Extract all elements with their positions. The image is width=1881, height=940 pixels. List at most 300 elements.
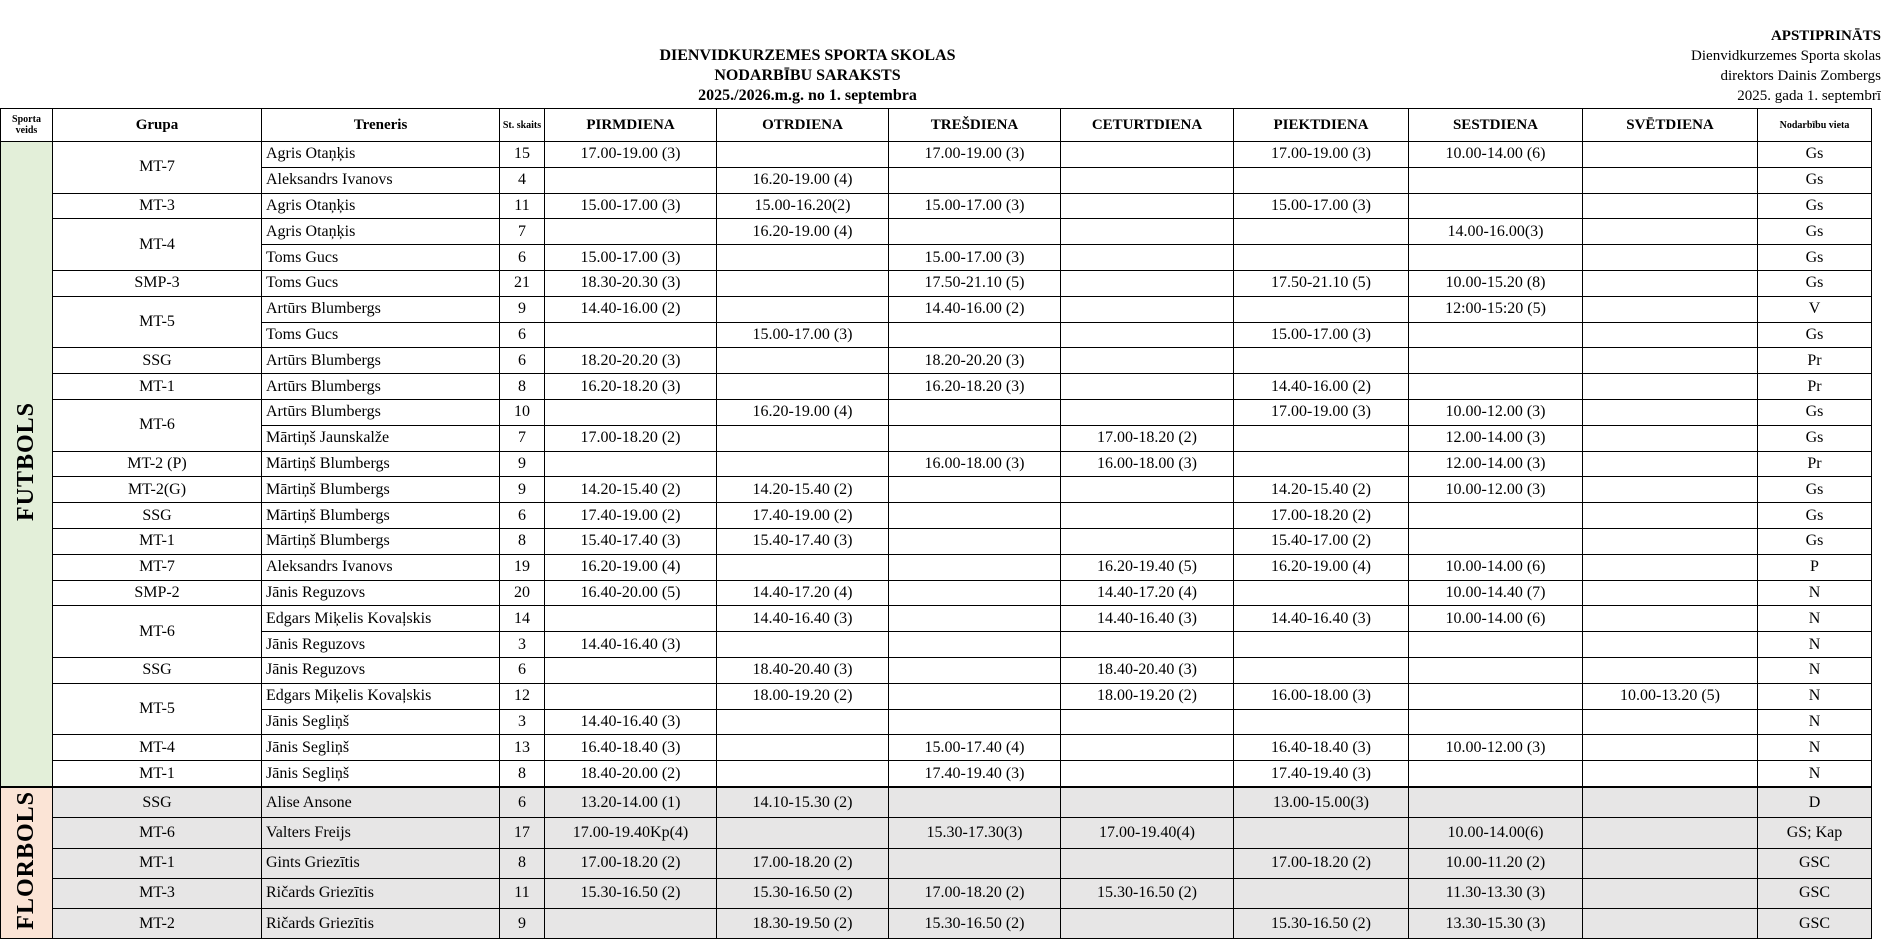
monday-cell xyxy=(545,657,717,683)
count-cell: 8 xyxy=(500,848,545,878)
monday-cell: 14.20-15.40 (2) xyxy=(545,477,717,503)
tuesday-cell: 17.40-19.00 (2) xyxy=(717,503,889,529)
saturday-cell xyxy=(1409,683,1583,709)
table-row xyxy=(1,451,1872,477)
sunday-cell xyxy=(1583,606,1758,632)
sunday-cell xyxy=(1583,245,1758,271)
tuesday-cell xyxy=(717,245,889,271)
count-cell: 11 xyxy=(500,193,545,219)
title-line: 2025./2026.m.g. no 1. septembra xyxy=(698,87,917,104)
saturday-cell xyxy=(1409,657,1583,683)
thursday-cell xyxy=(1061,503,1234,529)
saturday-cell xyxy=(1409,761,1583,787)
coach-cell: Jānis Reguzovs xyxy=(262,657,500,683)
place-cell: Gs xyxy=(1758,167,1872,193)
sunday-cell xyxy=(1583,632,1758,658)
monday-cell xyxy=(545,909,717,939)
saturday-cell xyxy=(1409,167,1583,193)
saturday-cell xyxy=(1409,374,1583,400)
tuesday-cell: 15.40-17.40 (3) xyxy=(717,528,889,554)
table-row xyxy=(1,709,1872,735)
saturday-cell xyxy=(1409,503,1583,529)
thursday-cell xyxy=(1061,632,1234,658)
saturday-cell: 10.00-11.20 (2) xyxy=(1409,848,1583,878)
table-row xyxy=(1,374,1872,400)
place-cell: Gs xyxy=(1758,399,1872,425)
friday-cell xyxy=(1234,709,1409,735)
friday-cell xyxy=(1234,878,1409,908)
count-cell: 8 xyxy=(500,374,545,400)
wednesday-cell xyxy=(889,683,1061,709)
table-row xyxy=(1,348,1872,374)
friday-cell: 15.00-17.00 (3) xyxy=(1234,322,1409,348)
friday-cell: 16.40-18.40 (3) xyxy=(1234,735,1409,761)
monday-cell: 14.40-16.40 (3) xyxy=(545,632,717,658)
col-header-coach: Treneris xyxy=(262,109,500,142)
place-cell: Gs xyxy=(1758,142,1872,168)
place-cell: Pr xyxy=(1758,348,1872,374)
monday-cell: 14.40-16.40 (3) xyxy=(545,709,717,735)
table-row xyxy=(1,878,1872,908)
tuesday-cell xyxy=(717,348,889,374)
monday-cell: 15.00-17.00 (3) xyxy=(545,245,717,271)
monday-cell: 15.30-16.50 (2) xyxy=(545,878,717,908)
tuesday-cell: 14.40-17.20 (4) xyxy=(717,580,889,606)
count-cell: 21 xyxy=(500,270,545,296)
coach-cell: Edgars Miķelis Kovaļskis xyxy=(262,683,500,709)
table-row xyxy=(1,909,1872,939)
group-cell: SSG xyxy=(53,787,262,818)
count-cell: 13 xyxy=(500,735,545,761)
thursday-cell xyxy=(1061,909,1234,939)
table-row xyxy=(1,322,1872,348)
monday-cell: 17.00-19.40Kp(4) xyxy=(545,818,717,848)
group-cell: SMP-3 xyxy=(53,270,262,296)
wednesday-cell: 15.00-17.00 (3) xyxy=(889,245,1061,271)
tuesday-cell: 16.20-19.00 (4) xyxy=(717,399,889,425)
wednesday-cell: 17.00-18.20 (2) xyxy=(889,878,1061,908)
sunday-cell xyxy=(1583,451,1758,477)
monday-cell xyxy=(545,683,717,709)
place-cell: N xyxy=(1758,657,1872,683)
friday-cell xyxy=(1234,425,1409,451)
group-cell: MT-1 xyxy=(53,374,262,400)
count-cell: 6 xyxy=(500,503,545,529)
monday-cell: 16.40-18.40 (3) xyxy=(545,735,717,761)
coach-cell: Jānis Segliņš xyxy=(262,709,500,735)
wednesday-cell xyxy=(889,528,1061,554)
tuesday-cell: 17.00-18.20 (2) xyxy=(717,848,889,878)
wednesday-cell xyxy=(889,503,1061,529)
coach-cell: Toms Gucs xyxy=(262,270,500,296)
thursday-cell xyxy=(1061,245,1234,271)
wednesday-cell xyxy=(889,580,1061,606)
schedule-body xyxy=(1,142,1872,939)
table-row xyxy=(1,528,1872,554)
sunday-cell xyxy=(1583,709,1758,735)
group-cell: MT-6 xyxy=(53,606,262,658)
friday-cell: 14.40-16.00 (2) xyxy=(1234,374,1409,400)
table-row xyxy=(1,848,1872,878)
count-cell: 4 xyxy=(500,167,545,193)
thursday-cell: 18.40-20.40 (3) xyxy=(1061,657,1234,683)
title-line: NODARBĪBU SARAKSTS xyxy=(714,67,901,84)
place-cell: GS; Kap xyxy=(1758,818,1872,848)
sunday-cell xyxy=(1583,142,1758,168)
tuesday-cell: 18.40-20.40 (3) xyxy=(717,657,889,683)
group-cell: MT-4 xyxy=(53,735,262,761)
wednesday-cell xyxy=(889,477,1061,503)
wednesday-cell: 18.20-20.20 (3) xyxy=(889,348,1061,374)
friday-cell: 17.00-19.00 (3) xyxy=(1234,142,1409,168)
thursday-cell: 18.00-19.20 (2) xyxy=(1061,683,1234,709)
saturday-cell: 13.30-15.30 (3) xyxy=(1409,909,1583,939)
friday-cell: 15.00-17.00 (3) xyxy=(1234,193,1409,219)
monday-cell: 18.30-20.30 (3) xyxy=(545,270,717,296)
monday-cell xyxy=(545,451,717,477)
wednesday-cell xyxy=(889,606,1061,632)
monday-cell: 17.00-18.20 (2) xyxy=(545,425,717,451)
tuesday-cell: 14.20-15.40 (2) xyxy=(717,477,889,503)
group-cell: SSG xyxy=(53,348,262,374)
group-cell: SMP-2 xyxy=(53,580,262,606)
wednesday-cell xyxy=(889,322,1061,348)
sport-name: FUTBOLS xyxy=(13,401,39,521)
friday-cell: 17.40-19.40 (3) xyxy=(1234,761,1409,787)
count-cell: 11 xyxy=(500,878,545,908)
thursday-cell xyxy=(1061,167,1234,193)
table-row xyxy=(1,657,1872,683)
coach-cell: Agris Otaņķis xyxy=(262,142,500,168)
thursday-cell xyxy=(1061,322,1234,348)
friday-cell: 16.00-18.00 (3) xyxy=(1234,683,1409,709)
saturday-cell xyxy=(1409,322,1583,348)
place-cell: Gs xyxy=(1758,425,1872,451)
tuesday-cell: 16.20-19.00 (4) xyxy=(717,219,889,245)
count-cell: 15 xyxy=(500,142,545,168)
friday-cell xyxy=(1234,657,1409,683)
friday-cell: 14.20-15.40 (2) xyxy=(1234,477,1409,503)
friday-cell: 17.00-18.20 (2) xyxy=(1234,503,1409,529)
thursday-cell: 14.40-17.20 (4) xyxy=(1061,580,1234,606)
count-cell: 8 xyxy=(500,761,545,787)
place-cell: Gs xyxy=(1758,528,1872,554)
col-header-place: Nodarbību vieta xyxy=(1758,109,1872,142)
count-cell: 8 xyxy=(500,528,545,554)
group-cell: MT-7 xyxy=(53,142,262,194)
table-row xyxy=(1,632,1872,658)
approval-line: 2025. gada 1. septembrī xyxy=(1737,88,1881,104)
coach-cell: Ričards Griezītis xyxy=(262,909,500,939)
saturday-cell xyxy=(1409,787,1583,818)
wednesday-cell xyxy=(889,848,1061,878)
approval-block xyxy=(1691,26,1881,106)
table-row xyxy=(1,683,1872,709)
wednesday-cell xyxy=(889,554,1061,580)
coach-cell: Artūrs Blumbergs xyxy=(262,348,500,374)
thursday-cell xyxy=(1061,270,1234,296)
coach-cell: Jānis Segliņš xyxy=(262,735,500,761)
place-cell: Gs xyxy=(1758,503,1872,529)
count-cell: 3 xyxy=(500,632,545,658)
monday-cell xyxy=(545,606,717,632)
table-row xyxy=(1,219,1872,245)
wednesday-cell xyxy=(889,709,1061,735)
coach-cell: Mārtiņš Blumbergs xyxy=(262,477,500,503)
tuesday-cell: 14.40-16.40 (3) xyxy=(717,606,889,632)
coach-cell: Edgars Miķelis Kovaļskis xyxy=(262,606,500,632)
count-cell: 7 xyxy=(500,219,545,245)
place-cell: Gs xyxy=(1758,322,1872,348)
monday-cell: 17.00-18.20 (2) xyxy=(545,848,717,878)
thursday-cell xyxy=(1061,348,1234,374)
group-cell: MT-5 xyxy=(53,296,262,348)
thursday-cell xyxy=(1061,142,1234,168)
saturday-cell xyxy=(1409,632,1583,658)
coach-cell: Agris Otaņķis xyxy=(262,193,500,219)
sport-label xyxy=(1,142,53,787)
monday-cell: 15.40-17.40 (3) xyxy=(545,528,717,554)
wednesday-cell: 17.40-19.40 (3) xyxy=(889,761,1061,787)
group-cell: MT-6 xyxy=(53,399,262,451)
group-cell: MT-6 xyxy=(53,818,262,848)
saturday-cell: 10.00-14.00 (6) xyxy=(1409,142,1583,168)
sunday-cell: 10.00-13.20 (5) xyxy=(1583,683,1758,709)
schedule-title xyxy=(560,46,1055,106)
count-cell: 10 xyxy=(500,399,545,425)
tuesday-cell: 15.30-16.50 (2) xyxy=(717,878,889,908)
monday-cell: 18.20-20.20 (3) xyxy=(545,348,717,374)
thursday-cell xyxy=(1061,374,1234,400)
sunday-cell xyxy=(1583,219,1758,245)
tuesday-cell xyxy=(717,554,889,580)
title-line: DIENVIDKURZEMES SPORTA SKOLAS xyxy=(659,47,956,64)
group-cell: MT-3 xyxy=(53,193,262,219)
coach-cell: Jānis Segliņš xyxy=(262,761,500,787)
thursday-cell: 17.00-18.20 (2) xyxy=(1061,425,1234,451)
coach-cell: Valters Freijs xyxy=(262,818,500,848)
table-row xyxy=(1,142,1872,168)
sunday-cell xyxy=(1583,399,1758,425)
table-row xyxy=(1,270,1872,296)
table-row xyxy=(1,735,1872,761)
count-cell: 9 xyxy=(500,296,545,322)
wednesday-cell xyxy=(889,787,1061,818)
sunday-cell xyxy=(1583,909,1758,939)
place-cell: Gs xyxy=(1758,219,1872,245)
place-cell: N xyxy=(1758,632,1872,658)
friday-cell xyxy=(1234,580,1409,606)
coach-cell: Alise Ansone xyxy=(262,787,500,818)
friday-cell xyxy=(1234,167,1409,193)
coach-cell: Mārtiņš Blumbergs xyxy=(262,528,500,554)
count-cell: 6 xyxy=(500,657,545,683)
approval-line: Dienvidkurzemes Sporta skolas xyxy=(1691,48,1881,64)
saturday-cell: 10.00-12.00 (3) xyxy=(1409,477,1583,503)
place-cell: GSC xyxy=(1758,848,1872,878)
sunday-cell xyxy=(1583,787,1758,818)
saturday-cell: 10.00-15.20 (8) xyxy=(1409,270,1583,296)
friday-cell: 16.20-19.00 (4) xyxy=(1234,554,1409,580)
saturday-cell xyxy=(1409,528,1583,554)
coach-cell: Toms Gucs xyxy=(262,245,500,271)
count-cell: 17 xyxy=(500,818,545,848)
table-row xyxy=(1,296,1872,322)
col-header-monday: PIRMDIENA xyxy=(545,109,717,142)
friday-cell: 15.30-16.50 (2) xyxy=(1234,909,1409,939)
thursday-cell xyxy=(1061,787,1234,818)
place-cell: N xyxy=(1758,735,1872,761)
tuesday-cell xyxy=(717,709,889,735)
wednesday-cell xyxy=(889,399,1061,425)
coach-cell: Gints Griezītis xyxy=(262,848,500,878)
approval-heading: APSTIPRINĀTS xyxy=(1770,28,1881,44)
group-cell: MT-2 xyxy=(53,909,262,939)
monday-cell xyxy=(545,167,717,193)
sunday-cell xyxy=(1583,528,1758,554)
monday-cell: 17.40-19.00 (2) xyxy=(545,503,717,529)
wednesday-cell: 15.00-17.40 (4) xyxy=(889,735,1061,761)
sunday-cell xyxy=(1583,848,1758,878)
table-row xyxy=(1,477,1872,503)
count-cell: 6 xyxy=(500,787,545,818)
friday-cell xyxy=(1234,818,1409,848)
wednesday-cell: 14.40-16.00 (2) xyxy=(889,296,1061,322)
wednesday-cell: 16.00-18.00 (3) xyxy=(889,451,1061,477)
wednesday-cell: 17.00-19.00 (3) xyxy=(889,142,1061,168)
col-header-group: Grupa xyxy=(53,109,262,142)
col-header-sport: Sporta veids xyxy=(1,109,53,142)
sunday-cell xyxy=(1583,322,1758,348)
wednesday-cell: 15.00-17.00 (3) xyxy=(889,193,1061,219)
sunday-cell xyxy=(1583,657,1758,683)
count-cell: 20 xyxy=(500,580,545,606)
tuesday-cell: 15.00-16.20(2) xyxy=(717,193,889,219)
header-row xyxy=(1,109,1872,142)
place-cell: N xyxy=(1758,761,1872,787)
tuesday-cell xyxy=(717,632,889,658)
tuesday-cell: 15.00-17.00 (3) xyxy=(717,322,889,348)
sunday-cell xyxy=(1583,580,1758,606)
table-row xyxy=(1,606,1872,632)
group-cell: MT-2(G) xyxy=(53,477,262,503)
sunday-cell xyxy=(1583,735,1758,761)
group-cell: MT-5 xyxy=(53,683,262,735)
tuesday-cell: 18.00-19.20 (2) xyxy=(717,683,889,709)
sunday-cell xyxy=(1583,296,1758,322)
count-cell: 7 xyxy=(500,425,545,451)
coach-cell: Ričards Griezītis xyxy=(262,878,500,908)
thursday-cell: 17.00-19.40(4) xyxy=(1061,818,1234,848)
place-cell: N xyxy=(1758,606,1872,632)
saturday-cell xyxy=(1409,245,1583,271)
saturday-cell: 10.00-12.00 (3) xyxy=(1409,399,1583,425)
thursday-cell: 14.40-16.40 (3) xyxy=(1061,606,1234,632)
saturday-cell: 10.00-14.00(6) xyxy=(1409,818,1583,848)
table-row xyxy=(1,245,1872,271)
group-cell: SSG xyxy=(53,503,262,529)
thursday-cell xyxy=(1061,399,1234,425)
coach-cell: Mārtiņš Blumbergs xyxy=(262,451,500,477)
saturday-cell: 10.00-14.00 (6) xyxy=(1409,606,1583,632)
coach-cell: Mārtiņš Jaunskalže xyxy=(262,425,500,451)
thursday-cell xyxy=(1061,761,1234,787)
sunday-cell xyxy=(1583,374,1758,400)
table-row xyxy=(1,580,1872,606)
thursday-cell xyxy=(1061,848,1234,878)
monday-cell: 17.00-19.00 (3) xyxy=(545,142,717,168)
count-cell: 6 xyxy=(500,322,545,348)
tuesday-cell xyxy=(717,374,889,400)
wednesday-cell: 17.50-21.10 (5) xyxy=(889,270,1061,296)
wednesday-cell xyxy=(889,425,1061,451)
friday-cell xyxy=(1234,632,1409,658)
place-cell: Gs xyxy=(1758,245,1872,271)
thursday-cell xyxy=(1061,193,1234,219)
thursday-cell xyxy=(1061,528,1234,554)
saturday-cell: 14.00-16.00(3) xyxy=(1409,219,1583,245)
thursday-cell xyxy=(1061,709,1234,735)
place-cell: D xyxy=(1758,787,1872,818)
place-cell: P xyxy=(1758,554,1872,580)
saturday-cell: 12:00-15:20 (5) xyxy=(1409,296,1583,322)
approval-line: direktors Dainis Zombergs xyxy=(1720,68,1881,84)
count-cell: 6 xyxy=(500,245,545,271)
count-cell: 9 xyxy=(500,451,545,477)
table-row xyxy=(1,818,1872,848)
tuesday-cell xyxy=(717,761,889,787)
thursday-cell: 16.00-18.00 (3) xyxy=(1061,451,1234,477)
friday-cell: 17.00-19.00 (3) xyxy=(1234,399,1409,425)
col-header-thursday: CETURTDIENA xyxy=(1061,109,1234,142)
count-cell: 14 xyxy=(500,606,545,632)
monday-cell: 14.40-16.00 (2) xyxy=(545,296,717,322)
sunday-cell xyxy=(1583,477,1758,503)
sunday-cell xyxy=(1583,348,1758,374)
place-cell: N xyxy=(1758,709,1872,735)
table-row xyxy=(1,425,1872,451)
saturday-cell xyxy=(1409,348,1583,374)
sunday-cell xyxy=(1583,193,1758,219)
table-row xyxy=(1,761,1872,787)
saturday-cell: 11.30-13.30 (3) xyxy=(1409,878,1583,908)
col-header-wednesday: TREŠDIENA xyxy=(889,109,1061,142)
monday-cell: 16.20-19.00 (4) xyxy=(545,554,717,580)
friday-cell xyxy=(1234,451,1409,477)
tuesday-cell xyxy=(717,425,889,451)
place-cell: N xyxy=(1758,580,1872,606)
table-row xyxy=(1,787,1872,818)
count-cell: 12 xyxy=(500,683,545,709)
monday-cell xyxy=(545,219,717,245)
wednesday-cell: 15.30-17.30(3) xyxy=(889,818,1061,848)
friday-cell xyxy=(1234,348,1409,374)
count-cell: 9 xyxy=(500,477,545,503)
sunday-cell xyxy=(1583,878,1758,908)
tuesday-cell xyxy=(717,296,889,322)
count-cell: 6 xyxy=(500,348,545,374)
col-header-count: St. skaits xyxy=(500,109,545,142)
thursday-cell xyxy=(1061,477,1234,503)
wednesday-cell xyxy=(889,632,1061,658)
sunday-cell xyxy=(1583,503,1758,529)
thursday-cell: 16.20-19.40 (5) xyxy=(1061,554,1234,580)
sport-name: FLORBOLS xyxy=(13,791,39,931)
saturday-cell: 10.00-14.00 (6) xyxy=(1409,554,1583,580)
coach-cell: Aleksandrs Ivanovs xyxy=(262,167,500,193)
sport-label xyxy=(1,787,53,939)
group-cell: MT-7 xyxy=(53,554,262,580)
